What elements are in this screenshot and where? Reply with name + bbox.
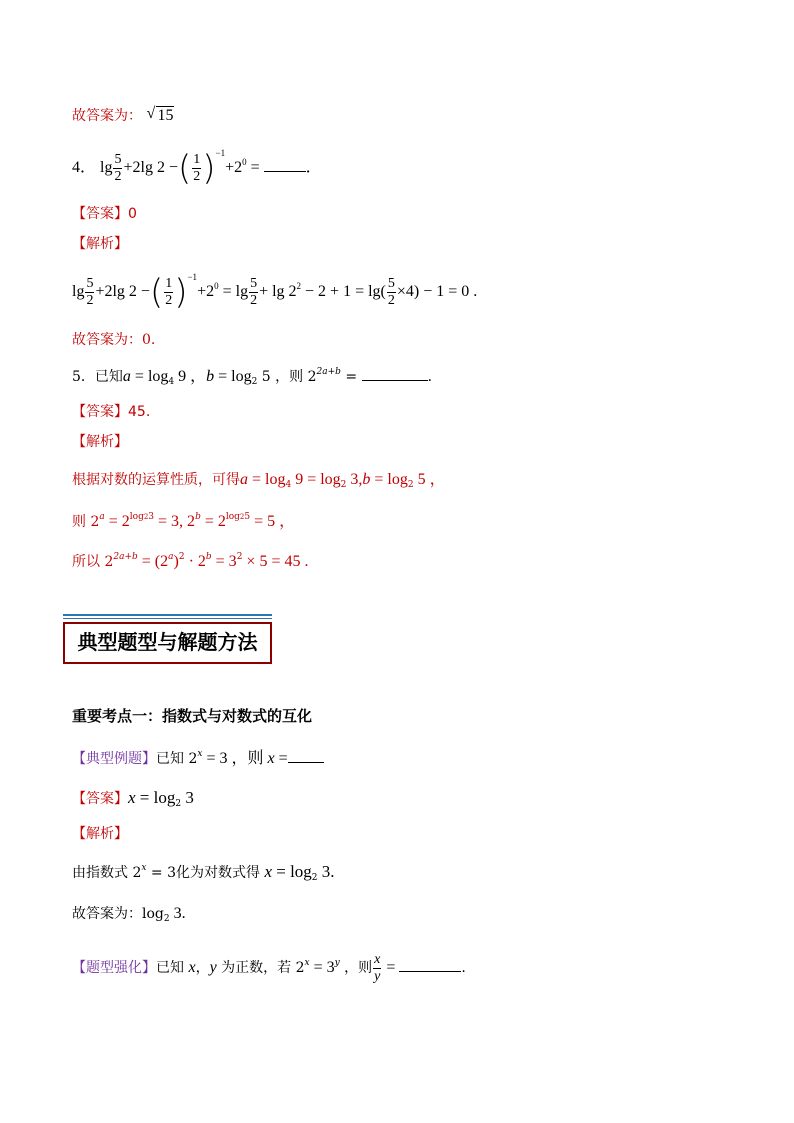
s4-f3-num: 5 [250, 275, 258, 291]
s5-l2-e3: b [195, 512, 201, 522]
s4-mid2: +2 [197, 283, 215, 300]
s5-l3-e3: 2 [178, 552, 185, 562]
ex1-analysis-tag: 【解析】 [72, 826, 128, 842]
q4-frac1-num: 5 [114, 151, 122, 167]
s4-mid3: = lg [218, 283, 249, 300]
q4-term2: +2lg 2 − [123, 159, 178, 176]
analysis-tag: 【解析】 [72, 236, 128, 252]
q5-eq3: = [340, 369, 362, 385]
q5-base-2: 2 [251, 377, 258, 387]
s5-p3: 3, [346, 471, 363, 488]
s4-exp-neg1: −1 [187, 272, 198, 282]
ex1-ans-sub: 2 [175, 799, 182, 809]
q5-end: ． [427, 369, 442, 385]
ex2-pre: 已知 [156, 960, 189, 976]
s5-l3-e2: a [168, 552, 174, 562]
s5-sub1: 4 [285, 480, 292, 490]
s5-var-a: a [240, 471, 248, 488]
ex1-sol-eq: = log [271, 862, 312, 881]
answer-value: 45. [128, 404, 151, 420]
section-title: 典型题型与解题方法 [77, 630, 258, 654]
q5-five: 5 ，则 2 [257, 369, 317, 385]
ex2-exp-x: x [304, 958, 310, 968]
ex1-final-answer [72, 904, 186, 924]
q4-exp-0: 0 [242, 157, 247, 167]
q5-eq1: = log [130, 368, 169, 385]
q4-final-answer: 故答案为：0. [72, 332, 156, 348]
ex1-sol-val: 3. [317, 862, 335, 881]
ex1-final-sub: 2 [163, 914, 170, 924]
q4-frac2-num: 1 [193, 151, 201, 167]
example-tag: 【典型例题】 [72, 751, 156, 767]
q5-var-a: a [122, 368, 131, 385]
ex2-frac-den: y [374, 968, 381, 984]
ex1-var-x: x [267, 750, 275, 767]
s5-l2-pre: 则 2 [72, 514, 100, 530]
example-2 [72, 948, 466, 988]
s5-l2-e4tail: 5 [244, 512, 251, 522]
answer-tag: 【答案】 [72, 791, 128, 807]
s4-lg: lg [72, 283, 85, 300]
ex1-ans-eq: = log [135, 788, 176, 807]
q5-var-b: b [206, 368, 215, 385]
s5-line1-text: 根据对数的运算性质，可得 [72, 472, 240, 488]
q5-analysis-tag [72, 432, 128, 452]
q4-frac-2 [192, 152, 201, 185]
ex2-frac [373, 952, 381, 985]
s5-p1: = log [248, 471, 286, 488]
s4-f1-num: 5 [86, 275, 94, 291]
analysis-tag: 【解析】 [72, 434, 128, 450]
ex1-ans-x: x [128, 788, 136, 807]
ex1-mid: = 3 ，则 [202, 750, 268, 767]
question-5 [72, 366, 442, 387]
q5-eq2: = log [214, 368, 252, 385]
s5-l2-e4sub: 2 [239, 513, 245, 521]
ex2-end: . [461, 960, 466, 976]
ex1-sol-exp: x [141, 863, 147, 873]
q5-solution-line-2 [72, 512, 295, 532]
ex1-answer-blank [288, 748, 324, 763]
s4-frac-2 [164, 276, 173, 309]
q4-frac1-den: 2 [114, 168, 122, 184]
ex2-exp-y: y [334, 958, 340, 968]
ex2-var-x: x [188, 959, 196, 976]
ex2-then: ，则 [339, 960, 373, 976]
s5-p2: 9 = log [291, 471, 341, 488]
s5-sub2: 2 [340, 480, 347, 490]
q5-base-4: 4 [168, 377, 175, 387]
s4-paren-close: ) [174, 272, 188, 313]
q4-solution [72, 272, 477, 312]
q4-term3: +2 [225, 159, 243, 176]
s4-exp-2: 2 [296, 281, 302, 291]
ex1-sol-x: x [264, 862, 272, 881]
example-1 [72, 748, 324, 769]
s5-l2-e2sub: 2 [143, 513, 149, 521]
ex1-sol-mid: = 3化为对数式得 [146, 865, 265, 881]
s4-f4-num: 5 [387, 275, 395, 291]
s4-frac-1 [85, 276, 94, 309]
ex1-exp: x [197, 749, 203, 759]
s4-tail: ×4) − 1 = 0 . [396, 283, 478, 300]
ex1-answer-line [72, 788, 194, 809]
s5-l2-p4: = 5 ， [250, 513, 296, 530]
s4-exp-0: 0 [214, 281, 219, 291]
q5-exp: 2a+b [316, 367, 341, 377]
q4-paren-open: ( [177, 148, 192, 189]
ex1-final-val: 3. [169, 905, 186, 922]
q5-answer-blank [362, 366, 428, 381]
s4-frac-3 [249, 276, 258, 309]
q5-nine: 9 ， [174, 368, 207, 385]
s5-l2-e2tail: 3 [148, 512, 155, 522]
q5-solution-line-3 [72, 552, 308, 572]
s5-sub3: 2 [407, 480, 414, 490]
radical-sign: √ [146, 105, 156, 122]
s4-f2-den: 2 [165, 292, 173, 308]
s5-l3-p1: = (2 [137, 553, 169, 570]
s4-f3-den: 2 [250, 292, 258, 308]
s5-l2-e2: log [129, 512, 144, 522]
s4-paren-open: ( [149, 272, 164, 313]
sqrt-expression [146, 106, 174, 126]
s5-l2-p1: = 2 [104, 513, 130, 530]
ex2-frac-num: x [374, 951, 381, 967]
ex2-eq2: = [382, 959, 400, 976]
prev-answer-label: 故答案为： [72, 108, 142, 124]
q5-solution-line-1 [72, 470, 446, 490]
ex2-comma: ， [195, 960, 210, 976]
s4-f2-num: 1 [165, 275, 173, 291]
s5-l3-pre: 所以 2 [72, 554, 114, 570]
s5-l3-p5: × 5 = 45 . [242, 553, 309, 570]
q4-end: ． [305, 159, 322, 176]
q5-lead: 5．已知 [72, 369, 123, 385]
s5-p4: = log [370, 471, 408, 488]
q4-paren-close: ) [202, 148, 216, 189]
s5-l3-p3: · 2 [184, 553, 206, 570]
ex1-ans-val: 3 [181, 788, 194, 807]
s4-mid4: + lg 2 [259, 283, 297, 300]
ex2-mid: 为正数，若 2 [216, 960, 305, 976]
s5-l2-exp-log-b [226, 512, 250, 522]
answer-tag: 【答案】 [72, 404, 128, 420]
s5-l3-e1: 2a+b [113, 552, 138, 562]
s5-p5: 5 ， [413, 471, 446, 488]
answer-tag: 【答案】 [72, 206, 128, 222]
s4-mid1: +2lg 2 − [95, 283, 150, 300]
section-heading-box [63, 614, 272, 664]
ex1-text: 已知 2 [156, 751, 198, 767]
s4-f4-den: 2 [387, 292, 395, 308]
q5-answer-line [72, 402, 150, 422]
s5-l3-e4: b [205, 552, 212, 562]
q4-frac-1 [113, 152, 122, 185]
s5-l2-exp-log-a [130, 512, 154, 522]
s5-l2-p2: = 3, 2 [154, 513, 196, 530]
ex1-sol-pre: 由指数式 2 [72, 865, 142, 881]
s4-f1-den: 2 [86, 292, 94, 308]
s4-frac-4 [387, 276, 396, 309]
question-4 [72, 148, 322, 188]
heading-top-rule-thin [63, 618, 272, 619]
s5-l2-e4: log [225, 512, 240, 522]
s4-mid5: − 2 + 1 = lg( [301, 283, 386, 300]
ex2-var-y: y [209, 959, 217, 976]
heading-top-rule [63, 614, 272, 616]
ex1-solution [72, 862, 335, 883]
q4-analysis-tag [72, 234, 128, 254]
q4-answer-line [72, 204, 137, 224]
q4-number: 4． [72, 159, 97, 176]
key-point-title: 重要考点一：指数式与对数式的互化 [72, 707, 313, 725]
ex2-eq: = 3 [309, 959, 335, 976]
answer-value: 0 [128, 206, 137, 222]
q4-answer-blank [264, 157, 306, 172]
s5-l3-p4: = 3 [211, 553, 237, 570]
q4-lg: lg [100, 159, 113, 176]
ex1-sol-sub: 2 [311, 873, 318, 883]
s5-l2-e1: a [99, 512, 105, 522]
ex1-eq: = [274, 750, 288, 767]
ex2-answer-blank [399, 957, 461, 972]
s5-l2-p3: = 2 [200, 513, 226, 530]
prev-answer-line [72, 106, 174, 126]
radicand: 15 [157, 107, 174, 124]
q4-exp-neg1: −1 [215, 148, 226, 158]
q4-equals: = [246, 159, 264, 176]
practice-tag: 【题型强化】 [72, 960, 156, 976]
s5-var-b: b [362, 471, 371, 488]
s5-l3-e5: 2 [236, 552, 243, 562]
ex1-final-pre: 故答案为：log [72, 906, 164, 922]
s5-l3-p2: ) [173, 553, 179, 570]
q4-frac2-den: 2 [193, 168, 201, 184]
